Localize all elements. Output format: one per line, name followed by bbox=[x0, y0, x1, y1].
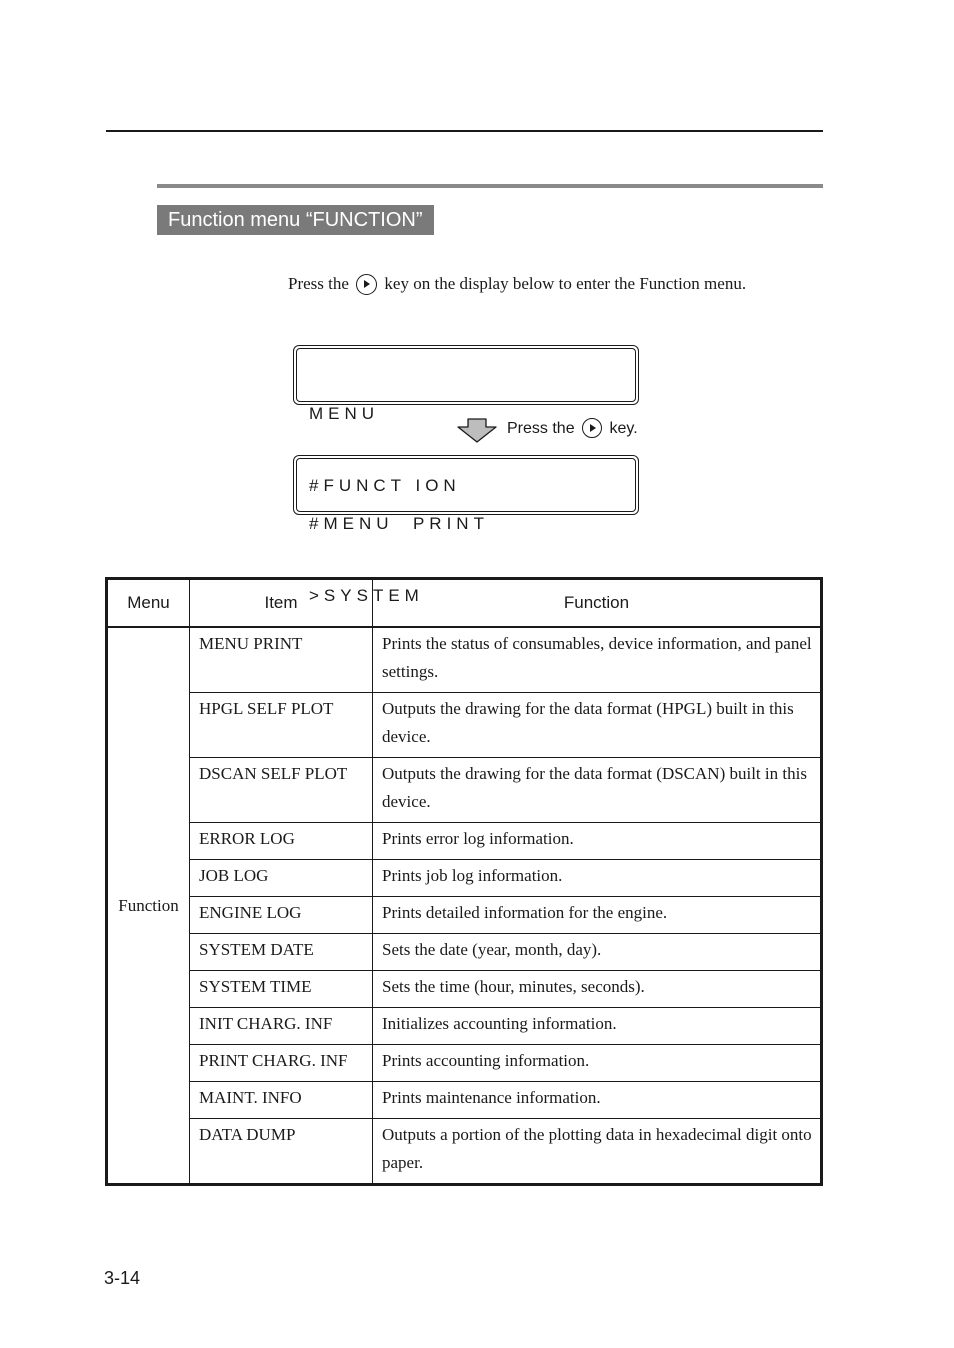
item-cell: ERROR LOG bbox=[190, 823, 373, 860]
function-cell: Prints the status of consumables, device information, and panel settings. bbox=[373, 627, 822, 693]
item-cell: ENGINE LOG bbox=[190, 897, 373, 934]
lcd-line-2: >SYSTEM bbox=[309, 586, 424, 605]
function-cell: Outputs the drawing for the data format (DSCAN) built in this device. bbox=[373, 758, 822, 823]
table-row bbox=[107, 971, 822, 1008]
intro-text bbox=[288, 270, 746, 298]
header-function: Function bbox=[373, 579, 822, 628]
lcd-line-1: #MENU PRINT bbox=[309, 514, 489, 533]
table-row bbox=[107, 897, 822, 934]
header-item: Item bbox=[190, 579, 373, 628]
table-row bbox=[107, 823, 822, 860]
item-cell: HPGL SELF PLOT bbox=[190, 693, 373, 758]
page-number: 3-14 bbox=[104, 1268, 141, 1288]
right-arrow-key-icon bbox=[356, 274, 377, 295]
item-cell: SYSTEM DATE bbox=[190, 934, 373, 971]
down-arrow-icon bbox=[456, 418, 498, 444]
intro-before: Press the bbox=[288, 274, 349, 293]
press-key-note bbox=[507, 416, 638, 442]
function-cell: Sets the date (year, month, day). bbox=[373, 934, 822, 971]
table-row bbox=[107, 934, 822, 971]
item-cell: MENU PRINT bbox=[190, 627, 373, 693]
function-cell: Prints maintenance information. bbox=[373, 1082, 822, 1119]
item-cell: PRINT CHARG. INF bbox=[190, 1045, 373, 1082]
press-note-after: key. bbox=[609, 420, 638, 437]
item-cell: MAINT. INFO bbox=[190, 1082, 373, 1119]
menu-cell: Function bbox=[107, 627, 190, 1185]
right-arrow-key-icon bbox=[582, 418, 602, 438]
function-cell: Prints error log information. bbox=[373, 823, 822, 860]
table-row bbox=[107, 1008, 822, 1045]
section-rule bbox=[157, 184, 823, 188]
function-table bbox=[105, 577, 823, 1186]
lcd-line-2: #FUNCT ION bbox=[309, 476, 461, 495]
table-row bbox=[107, 758, 822, 823]
function-cell: Prints job log information. bbox=[373, 860, 822, 897]
table-row bbox=[107, 1082, 822, 1119]
table-row bbox=[107, 1045, 822, 1082]
table-row bbox=[107, 860, 822, 897]
intro-after: key on the display below to enter the Function menu. bbox=[384, 274, 747, 293]
item-cell: DATA DUMP bbox=[190, 1119, 373, 1185]
section-title: Function menu “FUNCTION” bbox=[157, 205, 434, 235]
item-cell: INIT CHARG. INF bbox=[190, 1008, 373, 1045]
function-cell: Outputs a portion of the plotting data in hexadecimal digit onto paper. bbox=[373, 1119, 822, 1185]
lcd-line-1: MENU bbox=[309, 404, 380, 423]
function-cell: Outputs the drawing for the data format (HPGL) built in this device. bbox=[373, 693, 822, 758]
item-cell: JOB LOG bbox=[190, 860, 373, 897]
table-row bbox=[107, 1119, 822, 1185]
function-cell: Prints accounting information. bbox=[373, 1045, 822, 1082]
header-menu: Menu bbox=[107, 579, 190, 628]
item-cell: DSCAN SELF PLOT bbox=[190, 758, 373, 823]
table-row bbox=[107, 627, 822, 693]
item-cell: SYSTEM TIME bbox=[190, 971, 373, 1008]
table-header-row bbox=[107, 579, 822, 628]
function-cell: Initializes accounting information. bbox=[373, 1008, 822, 1045]
press-note-before: Press the bbox=[507, 420, 575, 437]
function-cell: Prints detailed information for the engine. bbox=[373, 897, 822, 934]
function-cell: Sets the time (hour, minutes, seconds). bbox=[373, 971, 822, 1008]
table-row bbox=[107, 693, 822, 758]
top-rule bbox=[106, 130, 823, 132]
